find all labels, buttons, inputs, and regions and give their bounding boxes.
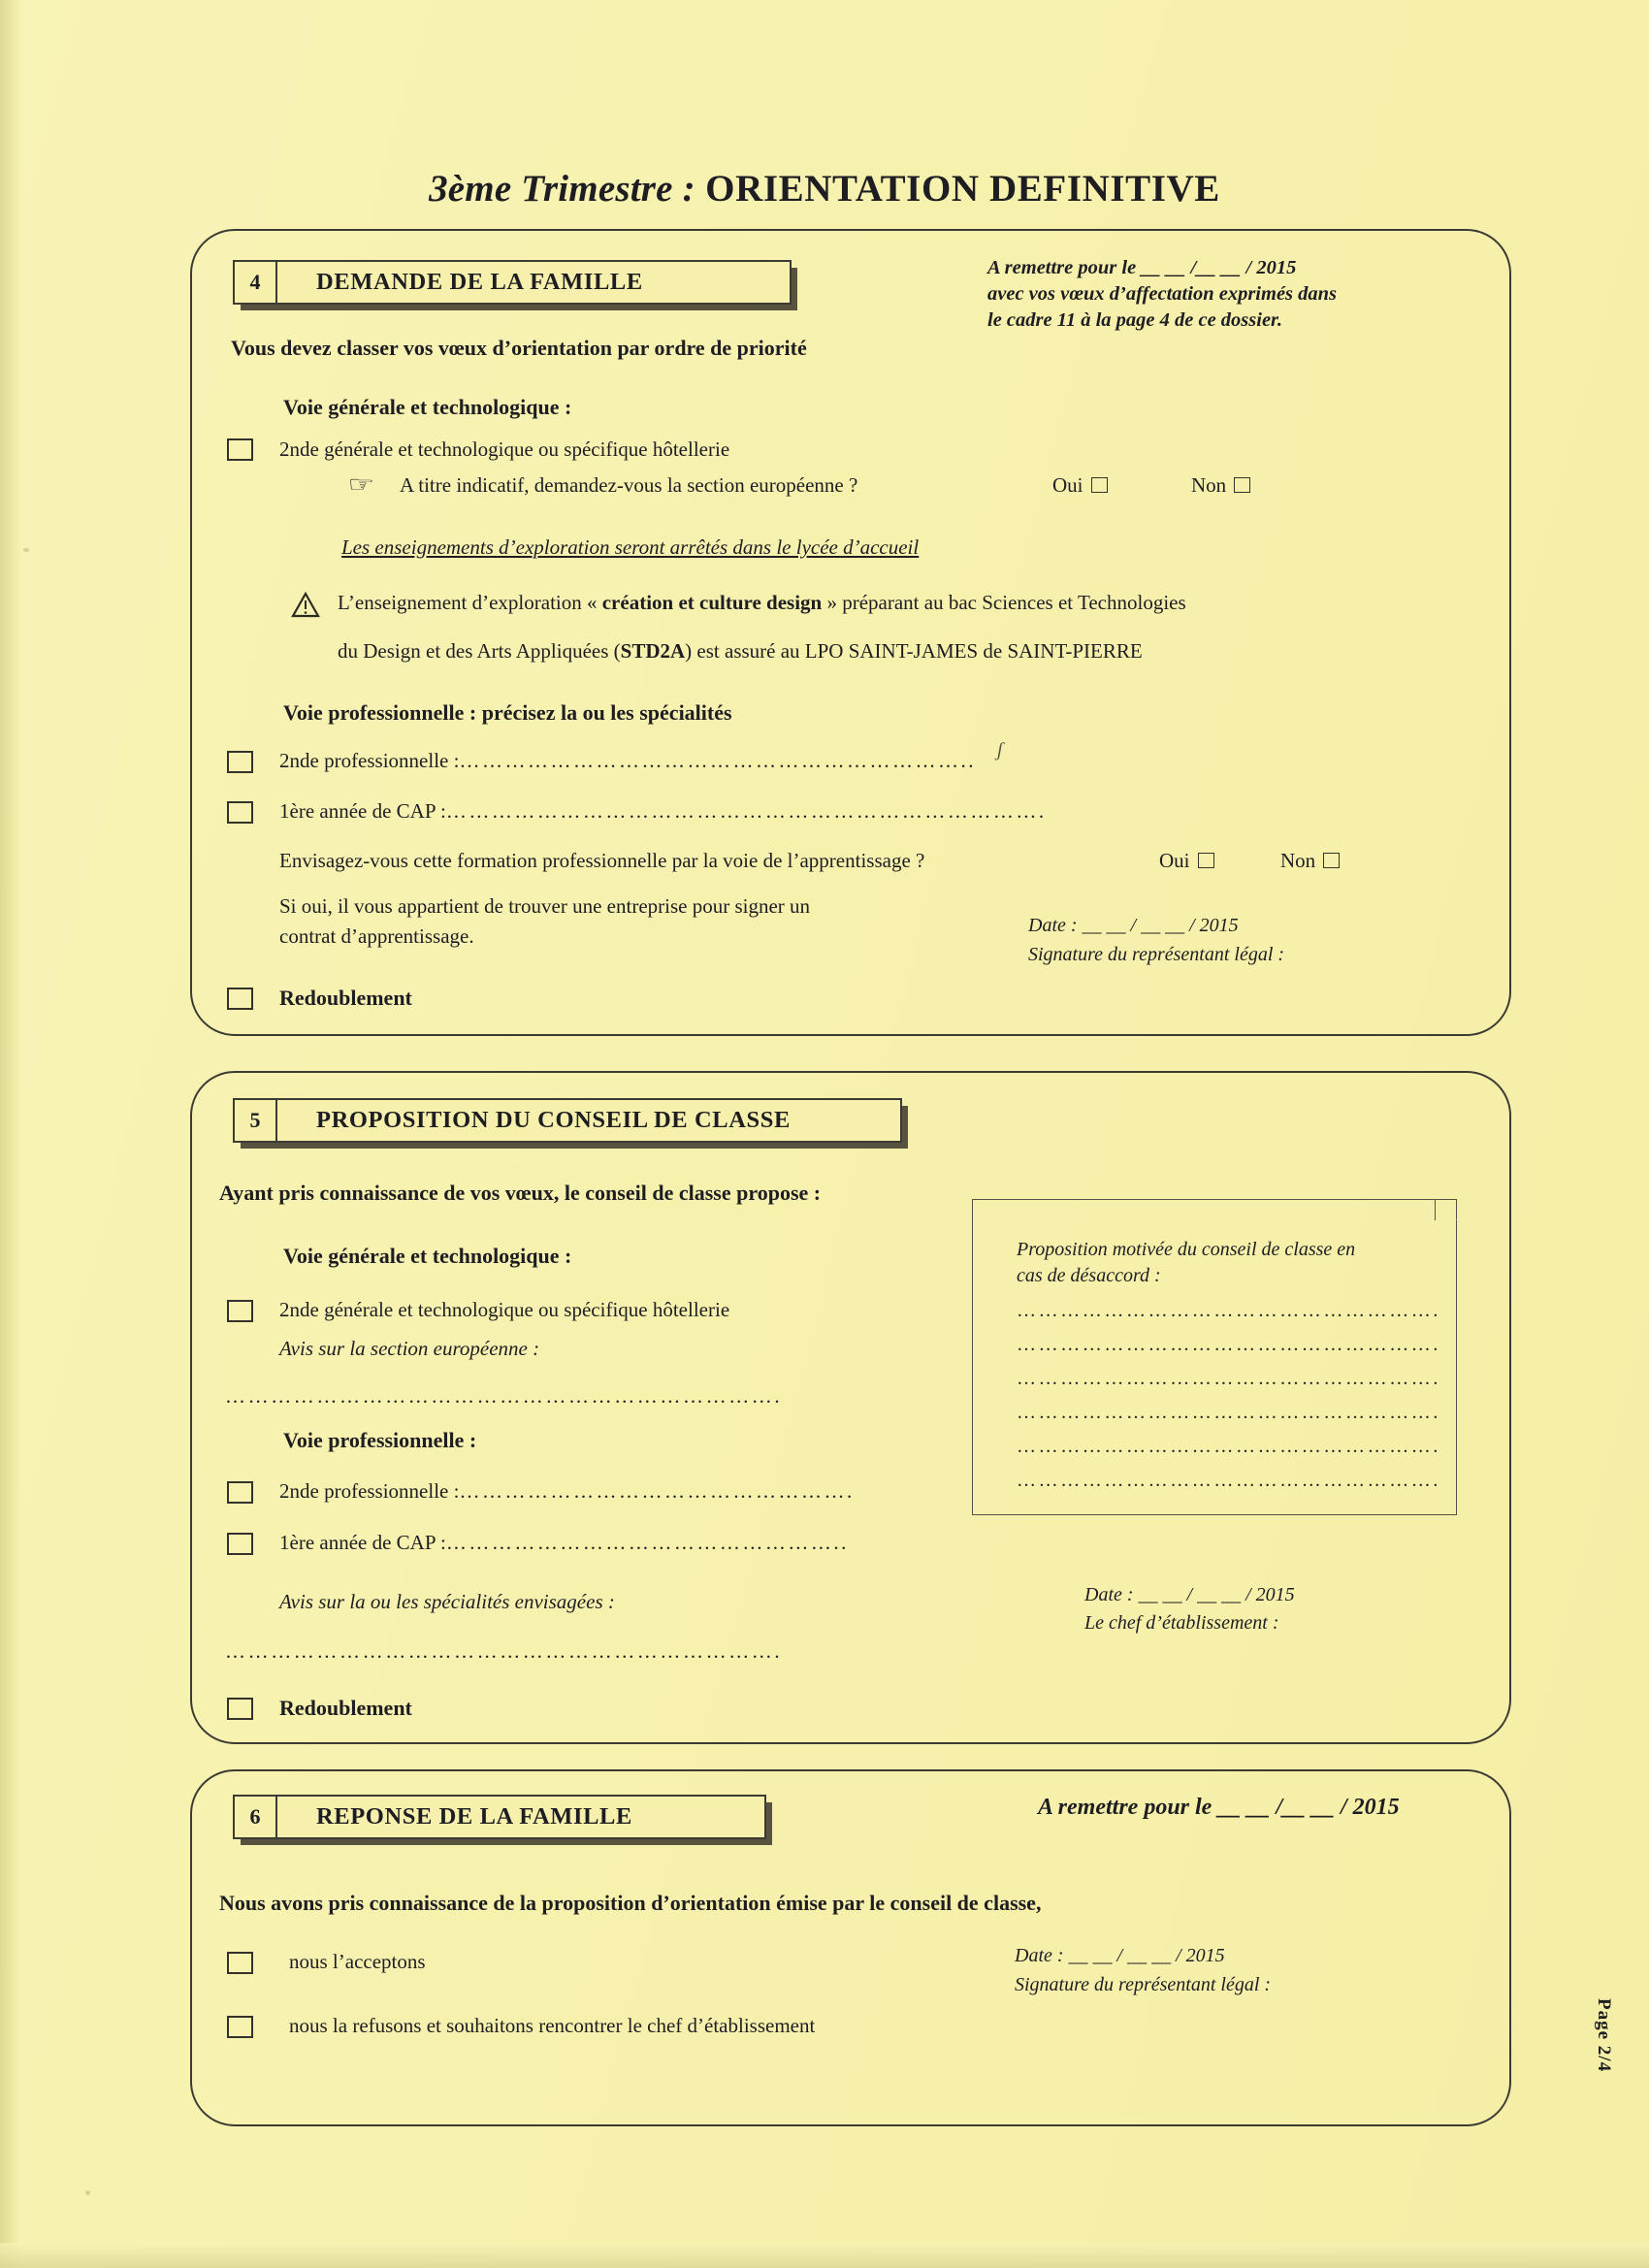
family-warning-line1: L’enseignement d’exploration « création et culture design » préparant au bac Sciences et Technologies	[338, 591, 1186, 614]
council-note-title-line1: Proposition motivée du conseil de classe en	[1017, 1239, 1356, 1260]
council-avis-euro: Avis sur la section européenne :	[279, 1337, 540, 1360]
council-date-label: Date : __ __ / __ __ / 2015	[1084, 1584, 1295, 1605]
family-euro-question: A titre indicatif, demandez-vous la section européenne ?	[400, 473, 858, 497]
page-title-trimester: 3ème Trimestre :	[429, 168, 695, 210]
council-option-2nde-gt: 2nde générale et technologique ou spécifique hôtellerie	[279, 1298, 730, 1321]
paper-speck	[85, 2190, 90, 2195]
checkbox-council-2nde-pro[interactable]	[227, 1481, 253, 1504]
council-intro: Ayant pris connaissance de vos vœux, le conseil de classe propose :	[219, 1181, 822, 1205]
checkbox-euro-no[interactable]	[1234, 477, 1250, 493]
council-avis-euro-dots: ……………………………………………………………….	[225, 1384, 783, 1408]
checkbox-refuse[interactable]	[227, 2016, 253, 2038]
reply-refuse: nous la refusons et souhaitons rencontrer le chef d’établissement	[289, 2014, 816, 2037]
page-number: Page 2/4	[1594, 1998, 1614, 2073]
paper-speck	[23, 548, 29, 552]
checkbox-cap[interactable]	[227, 801, 253, 824]
family-heading-general: Voie générale et technologique :	[283, 395, 572, 419]
section-council-number: 5	[235, 1100, 277, 1141]
council-note-title-line2: cas de désaccord :	[1017, 1265, 1161, 1286]
family-option-2nde-pro: 2nde professionnelle :…………………………………………………………..	[279, 749, 976, 772]
family-instruction: Vous devez classer vos vœux d’orientation par ordre de priorité	[231, 336, 807, 360]
reply-accept: nous l’acceptons	[289, 1950, 426, 1973]
section-family-caption: DEMANDE DE LA FAMILLE	[316, 269, 643, 295]
council-avis-specialites-dots: ……………………………………………………………….	[225, 1639, 783, 1663]
council-note-line: ………………………………………………….	[1017, 1300, 1440, 1321]
checkbox-redoublement-council[interactable]	[227, 1698, 253, 1720]
checkbox-euro-yes[interactable]	[1091, 477, 1108, 493]
family-apprentissage-question: Envisagez-vous cette formation professionnelle par la voie de l’apprentissage ?	[279, 849, 925, 872]
checkbox-apprentissage-no[interactable]	[1323, 853, 1340, 868]
council-note-line: ………………………………………………….	[1017, 1334, 1440, 1355]
section-family-number: 4	[235, 262, 277, 303]
checkbox-apprentissage-yes[interactable]	[1198, 853, 1214, 868]
family-apprentissage-yes: Oui	[1159, 848, 1214, 873]
family-warning-line2: du Design et des Arts Appliquées (STD2A) est assuré au LPO SAINT-JAMES de SAINT-PIERRE	[338, 639, 1143, 663]
checkbox-2nde-gt[interactable]	[227, 438, 253, 461]
checkbox-redoublement-family[interactable]	[227, 988, 253, 1010]
reply-signature-label: Signature du représentant légal :	[1015, 1974, 1272, 1995]
family-euro-no: Non	[1191, 472, 1250, 498]
family-deadline-line2: avec vos vœux d’affectation exprimés dans	[987, 283, 1338, 305]
family-option-2nde-gt: 2nde générale et technologique ou spécifique hôtellerie	[279, 437, 730, 461]
reply-deadline: A remettre pour le __ __ /__ __ / 2015	[1038, 1795, 1400, 1820]
checkbox-2nde-pro[interactable]	[227, 751, 253, 773]
family-explore-note: Les enseignements d’exploration seront arrêtés dans le lycée d’accueil	[341, 535, 920, 559]
family-apprentissage-note-line2: contrat d’apprentissage.	[279, 924, 474, 948]
paper-edge-left	[0, 0, 21, 2268]
section-family-header	[233, 260, 792, 305]
section-reply-number: 6	[235, 1797, 277, 1837]
section-reply-header	[233, 1795, 766, 1839]
family-signature-label: Signature du représentant légal :	[1028, 944, 1285, 965]
family-redoublement: Redoublement	[279, 986, 412, 1010]
council-option-2nde-pro: 2nde professionnelle :…………………………………………….	[279, 1479, 855, 1503]
council-note-line: ………………………………………………….	[1017, 1368, 1440, 1389]
warning-triangle-icon	[291, 592, 320, 618]
page-title	[0, 167, 1649, 211]
section-council-caption: PROPOSITION DU CONSEIL DE CLASSE	[316, 1107, 791, 1133]
council-note-line: ………………………………………………….	[1017, 1402, 1440, 1423]
council-note-line: ………………………………………………….	[1017, 1436, 1440, 1457]
family-euro-yes: Oui	[1052, 472, 1108, 498]
section-council-header	[233, 1098, 902, 1143]
family-deadline-line1: A remettre pour le __ __ /__ __ / 2015	[987, 257, 1297, 278]
paper-edge-bottom	[0, 2243, 1649, 2268]
checkbox-accept[interactable]	[227, 1952, 253, 1974]
handwriting-mark: ʃ	[997, 739, 1003, 761]
council-avis-specialites: Avis sur la ou les spécialités envisagées :	[279, 1590, 615, 1613]
council-heading-pro: Voie professionnelle :	[283, 1428, 477, 1452]
council-chief-label: Le chef d’établissement :	[1084, 1612, 1279, 1634]
family-apprentissage-note-line1: Si oui, il vous appartient de trouver une entreprise pour signer un	[279, 894, 811, 918]
reply-intro: Nous avons pris connaissance de la proposition d’orientation émise par le conseil de classe,	[219, 1891, 1042, 1915]
family-deadline-line3: le cadre 11 à la page 4 de ce dossier.	[987, 309, 1283, 331]
council-note-line: ………………………………………………….	[1017, 1470, 1440, 1491]
family-date-label: Date : __ __ / __ __ / 2015	[1028, 915, 1239, 936]
checkbox-council-cap[interactable]	[227, 1533, 253, 1555]
family-apprentissage-no: Non	[1280, 848, 1340, 873]
council-heading-general: Voie générale et technologique :	[283, 1244, 572, 1268]
pointing-hand-icon: ☞	[347, 472, 375, 497]
council-redoublement: Redoublement	[279, 1696, 412, 1720]
family-heading-pro: Voie professionnelle : précisez la ou les spécialités	[283, 700, 732, 725]
section-reply-caption: REPONSE DE LA FAMILLE	[316, 1803, 632, 1830]
checkbox-council-2nde-gt[interactable]	[227, 1300, 253, 1322]
family-option-cap: 1ère année de CAP :…………………………………………………………………….	[279, 799, 1047, 823]
council-option-cap: 1ère année de CAP :……………………………………………..	[279, 1531, 849, 1554]
page-title-main: ORIENTATION DEFINITIVE	[695, 168, 1220, 210]
reply-date-label: Date : __ __ / __ __ / 2015	[1015, 1945, 1225, 1966]
